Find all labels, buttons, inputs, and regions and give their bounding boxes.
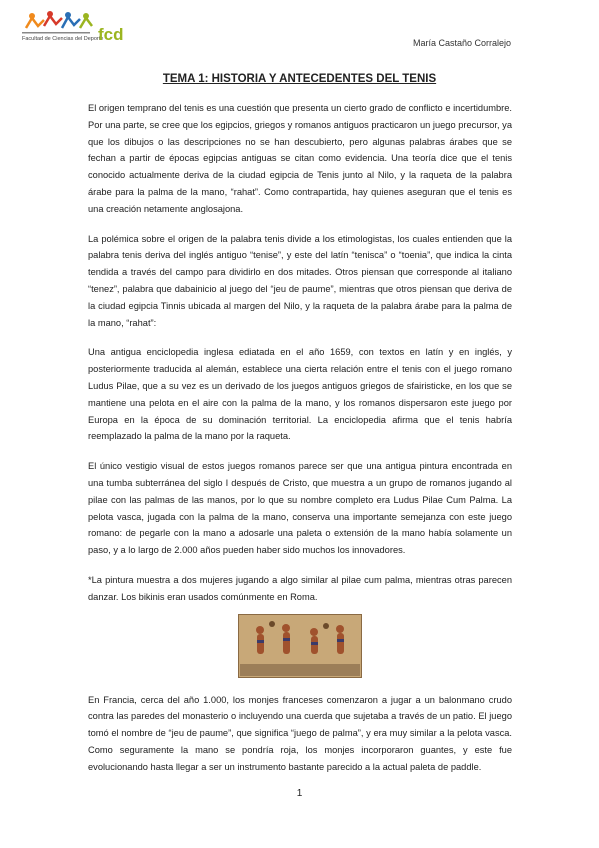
logo-figures — [26, 11, 92, 28]
document-title: TEMA 1: HISTORIA Y ANTECEDENTES DEL TENIS — [162, 73, 437, 85]
paragraph-4: El único vestigio visual de estos juegos romanos parece ser que una antigua pintura encontrada en una tumba subterránea del siglo I después de Cristo, que muestra a un grupo de romanos jugando al pilae con las palmas de las manos, por lo que su nombre completo era Ludus Pilae Cum Palma. La pelota vasca, jugada con la palma de la mano, conserva una importante semejanza con este juego romano: de pegarle con la mano a adosarle una paleta o extensión de la mano había solamente un paso, y a lo largo de 2.000 años pueden haber sido muchos los innovadores. — [88, 461, 512, 556]
logo-subtitle: Facultad de Ciencias del Deporte — [22, 36, 104, 42]
paragraph-5: En Francia, cerca del año 1.000, los monjes franceses comenzaron a jugar a un balonmano crudo contra las paredes del monasterio o incluyendo una cuerda que sujetaba a través de un patio. El juego tomó el nombre de “jeu de paume”, que significa “juego de palma”, y era muy similar a la pelota vasca. Como seguramente la mano se pondría roja, los monjes incorporaron guantes, y este fue evolucionando hasta llegar a ser un instrumento bastante parecido a la actual paleta de paddle. — [88, 694, 512, 772]
paragraph-2: La polémica sobre el origen de la palabra tenis divide a los etimologistas, los cuales entienden que la palabra tenis deriva del inglés antiguo “tenise”, y este del latín “tenisca” o “toenia”, que indica la cinta tendida a través del campo para dividirlo en dos mitades. Otros piensan que corresponde al italiano “tenez”, palabra que dabainicio al juego del “jeu de paume”, mientras que otros piensan que deriva de la ciudad egipcia Tinnis ubicada al margen del Nilo, y la raqueta de la palabra árabe para la palma de la mano, “rahat”: — [88, 233, 512, 328]
author-name: María Castaño Corralejo — [412, 38, 511, 48]
paragraph-1: El origen temprano del tenis es una cuestión que presenta un cierto grado de conflicto e incertidumbre. Por una parte, se cree que los egipcios, griegos y romanos antiguos practicaron un juego precursor, ya que los dibujos o las descripciones no se han descubierto, pero algunas palabras árabes que se fechan a partir de épocas egipcias antiguas se citan como evidencia. Una teoría dice que el tenis conocido actualmente deriva de la ciudad egipcia de Tenis junto al Nilo, y la raqueta de la palabra árabe para la palma de la mano, “rahat”. Como contrapartida, hay quienes aseguran que el tenis es una creación netamente anglosajona. — [88, 103, 512, 214]
document-body — [88, 100, 512, 789]
page-number: 1 — [296, 788, 303, 799]
fcd-logo — [18, 6, 128, 50]
paragraph-3: Una antigua enciclopedia inglesa ediatada en el año 1659, con textos en latín y en inglés, y posteriormente traducida al alemán, establece una cierta relación entre el tenis con el juego romano Ludus Pilae, que a su vez es un derivado de los juegos antiguos griegos de sfairisticke, en los que se mantiene una pelota en el aire con la palma de la mano, y los romanos dispersaron este juego por Europa en la época de su dominación territorial. La enciclopedia afirma que el tenis habría reemplazado la palma de la mano por la raqueta. — [88, 347, 512, 442]
roman-mosaic-image — [238, 614, 362, 678]
figure-caption: *La pintura muestra a dos mujeres jugando a algo similar al pilae cum palma, mientras otras parecen danzar. Los bikinis eran usados comúnmente en Roma. — [88, 574, 512, 602]
logo-fcd: fcd — [98, 25, 124, 44]
